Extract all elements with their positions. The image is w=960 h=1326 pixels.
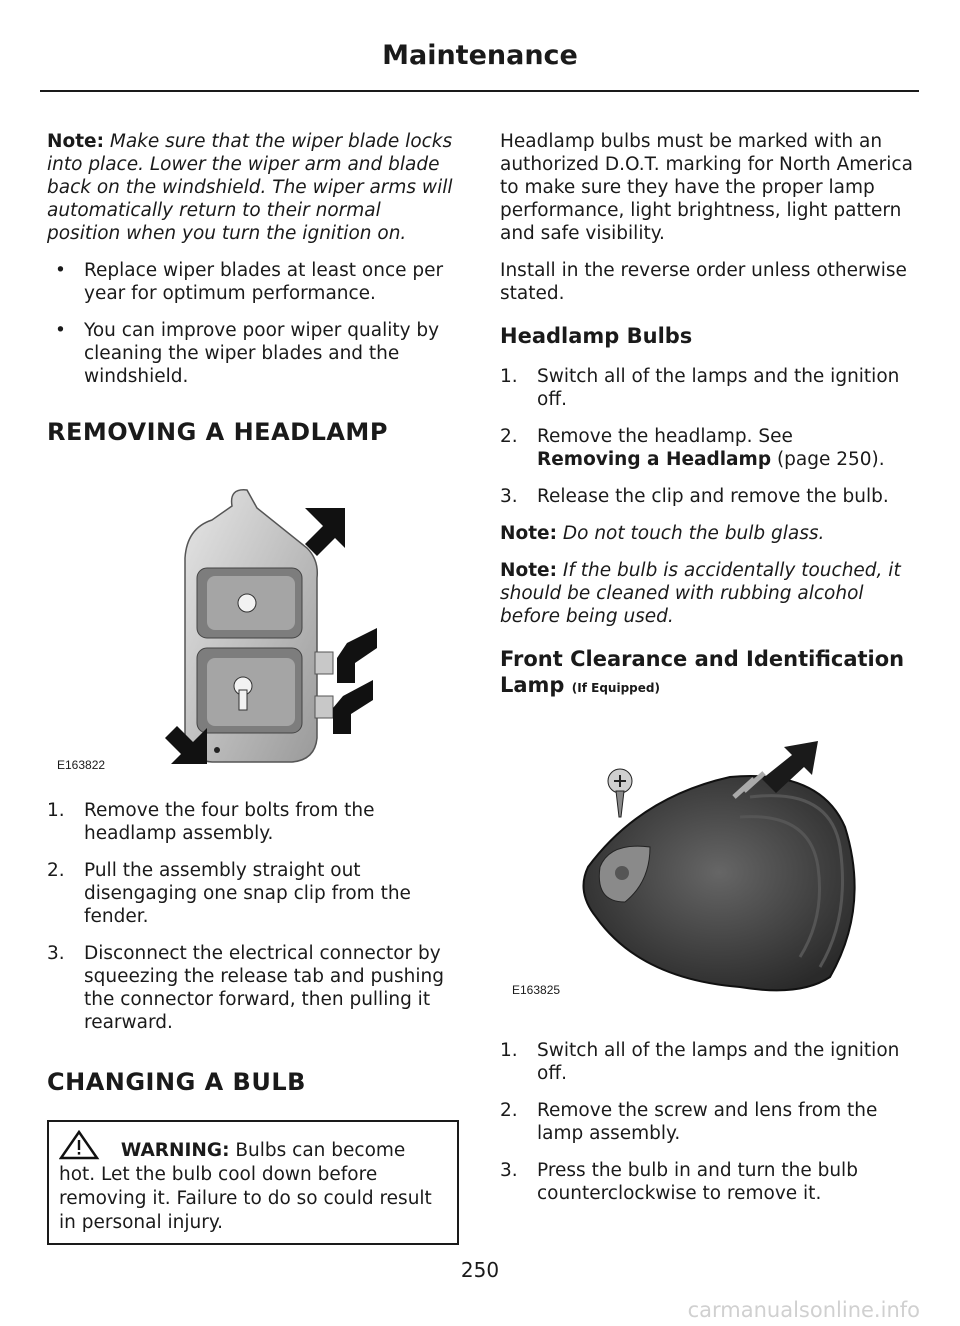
list-item: 2. Pull the assembly straight out disengaging one snap clip from the fender. bbox=[47, 860, 411, 927]
bullet-glyph: • bbox=[55, 320, 66, 341]
list-item: 1. Switch all of the lamps and the ignition off. bbox=[500, 366, 900, 410]
list-item: 1. Remove the four bolts from the headlamp assembly. bbox=[47, 800, 375, 844]
reverse-order-paragraph: Install in the reverse order unless otherwise stated. bbox=[500, 260, 907, 304]
warning-label: WARNING: bbox=[120, 1140, 230, 1161]
arrow-icon bbox=[333, 680, 373, 734]
right-column bbox=[500, 130, 915, 1219]
watermark: carmanualsonline.info bbox=[687, 1298, 920, 1322]
figure-code: E163822 bbox=[57, 758, 106, 772]
heading-headlamp-bulbs: Headlamp Bulbs bbox=[500, 324, 693, 348]
list-item: 2. Remove the screw and lens from the lamp assembly. bbox=[500, 1100, 878, 1144]
dot-marking-paragraph: Headlamp bulbs must be marked with an authorized D.O.T. marking for North America to make sure they have the proper lamp performance, light brightness, light pattern and safe visibility. bbox=[500, 131, 913, 244]
list-item: 3. Release the clip and remove the bulb. bbox=[500, 486, 889, 507]
if-equipped-label: (If Equipped) bbox=[571, 681, 660, 695]
list-item: 1. Switch all of the lamps and the ignition off. bbox=[500, 1040, 900, 1084]
headlamp-figure bbox=[47, 468, 459, 773]
warning-triangle-icon bbox=[59, 1130, 115, 1160]
wiper-bullet-list bbox=[47, 259, 459, 388]
list-item: • You can improve poor wiper quality by cleaning the wiper blades and the windshield. bbox=[55, 320, 440, 387]
heading-removing-headlamp: REMOVING A HEADLAMP bbox=[47, 418, 388, 446]
cross-reference-link[interactable]: Removing a Headlamp bbox=[537, 449, 772, 470]
bullet-glyph: • bbox=[55, 260, 66, 281]
figure-code: E163825 bbox=[512, 983, 561, 997]
heading-changing-bulb: CHANGING A BULB bbox=[47, 1068, 306, 1096]
note-label: Note: bbox=[47, 131, 104, 152]
list-item: • Replace wiper blades at least once per year for optimum performance. bbox=[55, 260, 444, 304]
headlamp-illustration bbox=[47, 468, 459, 773]
warning-body: Bulbs can become hot. Let the bulb cool down before removing it. Failure to do so could result in personal injury. bbox=[59, 1140, 432, 1233]
headlamp-bulb-steps bbox=[500, 365, 915, 508]
warning-text bbox=[59, 1130, 447, 1235]
page-number: 250 bbox=[460, 1258, 500, 1282]
note-bulb-glass: Note: Do not touch the bulb glass. bbox=[500, 523, 825, 544]
page-header-title: Maintenance bbox=[382, 40, 578, 71]
list-item: 3. Disconnect the electrical connector by squeezing the release tab and pushing the connector forward, then pulling it rearward. bbox=[47, 943, 444, 1033]
note-bulb-touched: Note: If the bulb is accidentally touched, it should be cleaned with rubbing alcohol before being used. bbox=[500, 560, 901, 627]
screw-icon bbox=[608, 769, 632, 817]
list-item: 2. Remove the headlamp. See Removing a Headlamp (page 250). bbox=[500, 426, 885, 470]
clearance-lamp-figure bbox=[500, 717, 915, 1017]
remove-headlamp-steps bbox=[47, 799, 459, 1034]
left-column bbox=[47, 130, 459, 1245]
list-item: 3. Press the bulb in and turn the bulb counterclockwise to remove it. bbox=[500, 1160, 858, 1204]
warning-box bbox=[47, 1120, 459, 1245]
arrow-icon bbox=[305, 508, 345, 556]
arrow-icon bbox=[337, 628, 377, 683]
heading-front-clearance-lamp: Front Clearance and Identification Lamp (If Equipped) bbox=[500, 647, 905, 697]
clearance-lamp-illustration bbox=[500, 717, 915, 1017]
note-wiper bbox=[47, 130, 459, 245]
clearance-lamp-steps bbox=[500, 1039, 915, 1205]
header-rule bbox=[40, 90, 919, 92]
note-text: Make sure that the wiper blade locks into place. Lower the wiper arm and blade back on the windshield. The wiper arms will automatically return to their normal position when you turn the ignition on. bbox=[47, 131, 453, 244]
